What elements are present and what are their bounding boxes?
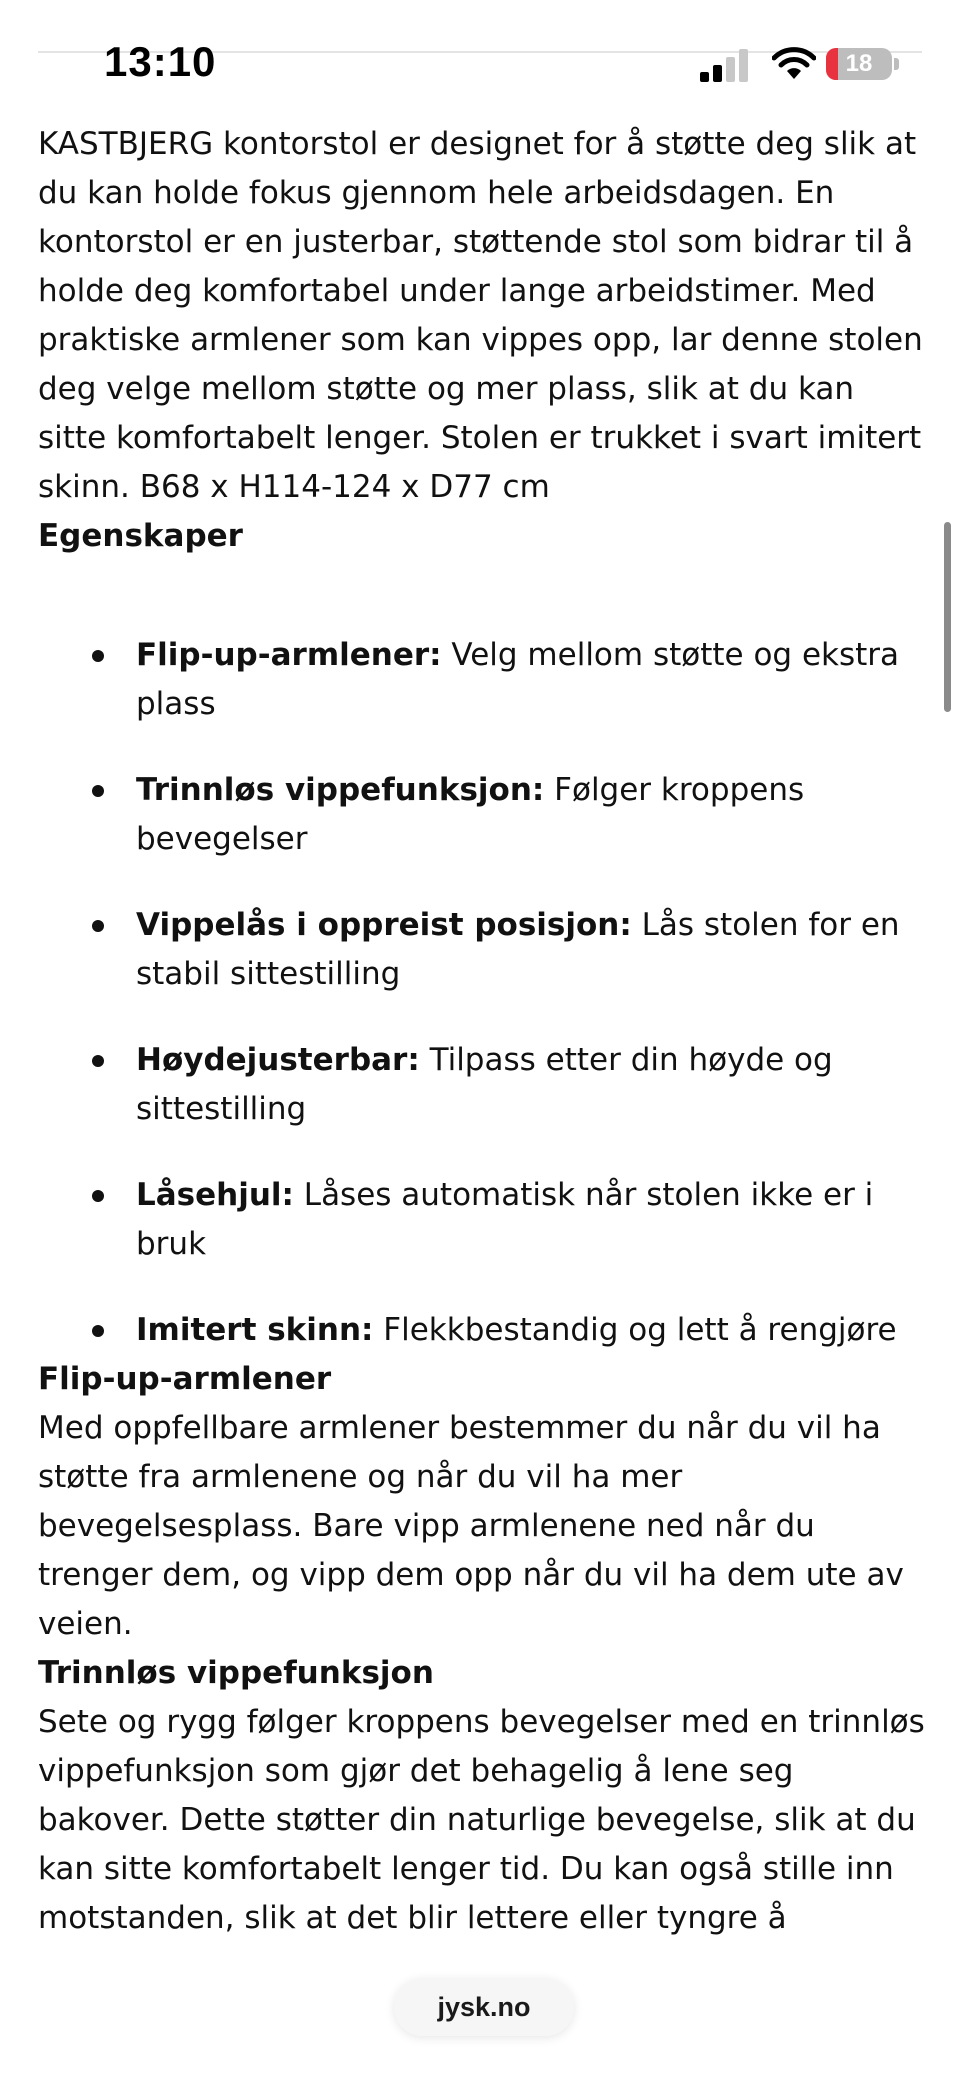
feature-title: Flip-up-armlener:	[136, 637, 442, 673]
feature-text: Flekkbestandig og lett å rengjøre	[373, 1312, 897, 1348]
feature-title: Imitert skinn:	[136, 1312, 374, 1348]
list-item	[136, 1306, 928, 1355]
bullet-icon	[92, 1055, 104, 1067]
feature-title: Trinnløs vippefunksjon:	[136, 772, 545, 808]
features-heading: Egenskaper	[38, 518, 243, 554]
list-item	[136, 631, 928, 729]
feature-title: Høydejusterbar:	[136, 1042, 420, 1078]
list-item	[136, 766, 928, 864]
feature-text: Følger kroppens bevegelser	[136, 772, 805, 857]
battery-level: 18	[845, 50, 873, 77]
bullet-icon	[92, 785, 104, 797]
feature-title: Vippelås i oppreist posisjon:	[136, 907, 632, 943]
feature-text: Lås stolen for en stabil sittestilling	[136, 907, 900, 992]
address-bar[interactable]: jysk.no	[394, 1978, 574, 2036]
battery-tip	[894, 58, 899, 70]
features-list	[38, 631, 928, 1355]
flip-up-paragraph: Med oppfellbare armlener bestemmer du når du vil ha støtte fra armlenene og når du vil ha mer bevegelsesplass. Bare vipp armlenene ned når du trenger dem, og vipp dem opp når du vil ha dem ute av veien.	[38, 1410, 904, 1642]
tilt-paragraph: Sete og rygg følger kroppens bevegelser med en trinnløs vippefunksjon som gjør det behagelig å lene seg bakover. Dette støtter din naturlige bevegelse, slik at du kan sitte komfortabelt lenger tid. Du kan også stille inn motstanden, slik at det blir lettere eller tyngre å	[38, 1704, 925, 1936]
cellular-signal-icon	[700, 48, 750, 82]
feature-text: Låses automatisk når stolen ikke er i bruk	[136, 1177, 874, 1262]
status-time: 13:10	[104, 38, 217, 85]
intro-paragraph: KASTBJERG kontorstol er designet for å støtte deg slik at du kan holde fokus gjennom hele arbeidsdagen. En kontorstol er en justerbar, støttende stol som bidrar til å holde deg komfortabel under lange arbeidstimer. Med praktiske armlener som kan vippes opp, lar denne stolen deg velge mellom støtte og mer plass, slik at du kan sitte komfortabelt lenger. Stolen er trukket i svart imitert skinn. B68 x H114-124 x D77 cm	[38, 126, 923, 505]
flip-up-heading: Flip-up-armlener	[38, 1361, 332, 1397]
bullet-icon	[92, 1325, 104, 1337]
bullet-icon	[92, 920, 104, 932]
product-description	[38, 120, 928, 1943]
feature-text: Tilpass etter din høyde og sittestilling	[136, 1042, 833, 1127]
wifi-icon	[772, 46, 816, 82]
bullet-icon	[92, 1190, 104, 1202]
list-item	[136, 901, 928, 999]
list-item	[136, 1171, 928, 1269]
feature-text: Velg mellom støtte og ekstra plass	[136, 637, 900, 722]
battery-icon	[826, 48, 892, 80]
status-bar	[0, 36, 960, 92]
bullet-icon	[92, 650, 104, 662]
tilt-heading: Trinnløs vippefunksjon	[38, 1655, 434, 1691]
feature-title: Låsehjul:	[136, 1177, 294, 1213]
list-item	[136, 1036, 928, 1134]
page-scrollbar[interactable]	[944, 522, 951, 712]
